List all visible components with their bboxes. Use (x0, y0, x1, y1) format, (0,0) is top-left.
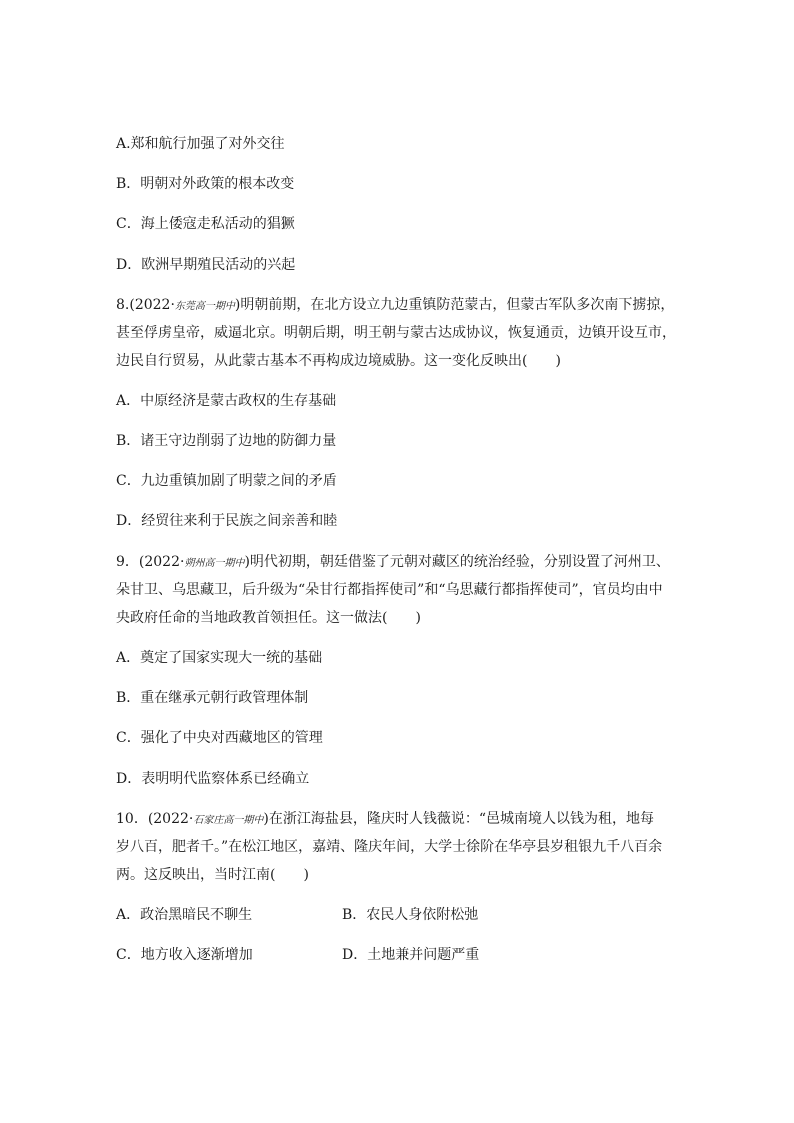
q7-option-b: B．明朝对外政策的根本改变 (116, 176, 295, 192)
q8-option-a: A．中原经济是蒙古政权的生存基础 (116, 393, 337, 409)
q9-option-d: D．表明明代监察体系已经确立 (116, 771, 310, 787)
q10-option-d: D．土地兼并问题严重 (342, 947, 480, 963)
q9-source: 朔州高一期中 (184, 558, 245, 569)
q8-option-c: C．九边重镇加剧了明蒙之间的矛盾 (116, 473, 337, 489)
q10-stem-line3: 两。这反映出，当时江南( ) (116, 867, 309, 883)
q10-line1-text: )在浙江海盐县，隆庆时人钱薇说：“邑城南境人以钱为租，地每 (263, 811, 654, 827)
q9-option-b: B．重在继承元朝行政管理体制 (116, 690, 309, 706)
q9-option-c: C．强化了中央对西藏地区的管理 (116, 730, 323, 746)
q10-option-b: B．农民人身依附松弛 (342, 907, 479, 923)
q7-option-d: D．欧洲早期殖民活动的兴起 (116, 257, 296, 273)
q9-stem-line2: 朵甘卫、乌思藏卫，后升级为“朵甘行都指挥使司”和“乌思藏行都指挥使司”，官员均由中 (116, 582, 663, 598)
q8-stem-line3: 边民自行贸易，从此蒙古基本不再构成边境威胁。这一变化反映出( ) (116, 353, 561, 369)
q8-stem-line1 (116, 295, 674, 317)
q9-stem-line1 (116, 552, 670, 574)
q10-stem-line2: 岁八百，肥者千。”在松江地区，嘉靖、隆庆年间，大学士徐阶在华亭县岁租银九千八百余 (116, 839, 663, 855)
q8-number: 8.(2022· (116, 297, 175, 313)
q8-option-b: B．诸王守边削弱了边地的防御力量 (116, 433, 337, 449)
q8-stem-line2: 甚至俘虏皇帝，威逼北京。明朝后期，明王朝与蒙古达成协议，恢复通贡，边镇开设互市， (116, 325, 676, 341)
q9-number: 9．(2022· (116, 554, 185, 570)
q10-option-a: A．政治黑暗民不聊生 (116, 907, 253, 923)
q8-option-d: D．经贸往来利于民族之间亲善和睦 (116, 513, 338, 529)
q10-number: 10．(2022· (116, 811, 194, 827)
q10-source: 石家庄高一期中 (193, 815, 264, 826)
q9-stem-line3: 央政府任命的当地政教首领担任。这一做法( ) (116, 610, 421, 626)
q7-option-a: A.郑和航行加强了对外交往 (116, 136, 285, 152)
q10-option-c: C．地方收入逐渐增加 (116, 947, 253, 963)
q9-line1-text: )明代初期，朝廷借鉴了元朝对藏区的统治经验，分别设置了河州卫、 (244, 554, 670, 570)
q10-stem-line1 (116, 809, 654, 831)
q7-option-c: C．海上倭寇走私活动的猖獗 (116, 216, 295, 232)
q8-line1-text: )明朝前期，在北方设立九边重镇防范蒙古，但蒙古军队多次南下掳掠， (234, 297, 675, 313)
q9-option-a: A．奠定了国家实现大一统的基础 (116, 650, 323, 666)
q8-source: 东莞高一期中 (174, 301, 235, 312)
